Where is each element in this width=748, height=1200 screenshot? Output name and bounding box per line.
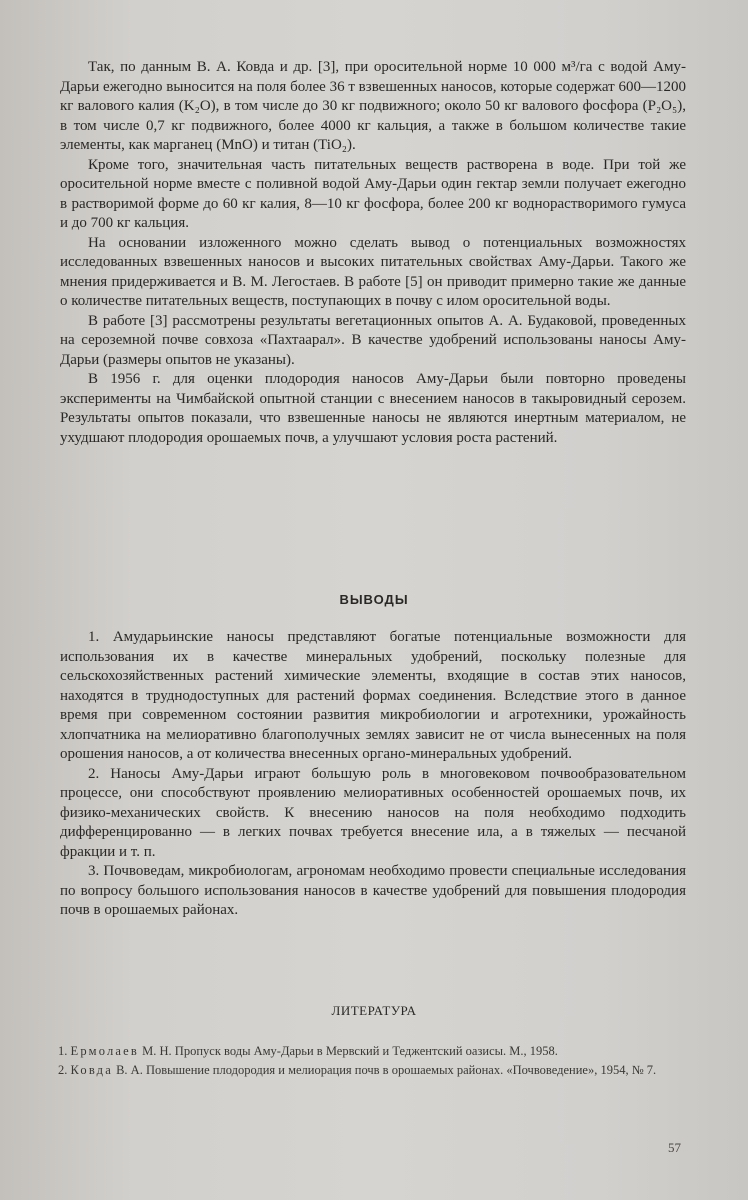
paragraph: На основании изложенного можно сделать вывод о потенциальных возможностях исследованных взвешенных наносов и высоких питательных свойствах Аму-Дарьи. Такого же мнения придерживается и В. М. Легостаев. В работе [5] он приводит примерно такие же данные о количестве питательных веществ, поступающих в почву с илом оросительной воды. (60, 234, 686, 309)
reference-item (50, 1062, 690, 1078)
page-number: 57 (668, 1140, 681, 1155)
reference-number: 1. (58, 1044, 68, 1058)
body-text (60, 58, 686, 448)
reference-item (50, 1043, 690, 1059)
reference-details: В. А. Повышение плодородия и мелиорация почв в орошаемых районах. «Почвоведение», 1954, № 7. (112, 1063, 657, 1077)
conclusion-item: 1. Амударьинские наносы представляют богатые потенциальные возможности для использования их в качестве минеральных удобрений, поскольку полезные для сельскохозяйственных растений химические элементы, входящие в состав этих наносов, находятся в труднодоступных для растений формах соединения. Вследствие этого в данное время при современном состоянии развития микробиологии и агротехники, урожайность хлопчатника на мелиоративно благополучных землях зависит не от числа вынесенных на поля орошения наносов, а от количества внесенных органо-минеральных удобрений. (60, 629, 686, 762)
paragraph: В 1956 г. для оценки плодородия наносов Аму-Дарьи были повторно проведены эксперименты на Чимбайской опытной станции с внесением наносов в такыровидный серозем. Результаты опытов показали, что взвешенные наносы не являются инертным материалом, не ухудшают плодородия орошаемых почв, а улучшают условия роста растений. (60, 371, 686, 446)
reference-author: Ермолаев (70, 1044, 140, 1058)
reference-details: М. Н. Пропуск воды Аму-Дарьи в Мервский и Теджентский оазисы. М., 1958. (139, 1044, 558, 1058)
reference-number: 2. (58, 1063, 68, 1077)
reference-list (50, 1043, 690, 1081)
paragraph: В работе [3] рассмотрены результаты вегетационных опытов А. А. Будаковой, проведенных на сероземной почве совхоза «Пахтаарал». В качестве удобрений использованы наносы Аму-Дарьи (размеры опытов не указаны). (60, 312, 686, 368)
reference-author: Ковда (70, 1063, 113, 1077)
paragraph: Так, по данным В. А. Ковда и др. [3], при оросительной норме 10 000 м³/га с водой Аму-Дарьи ежегодно выносится на поля более 36 т взвешенных наносов, которые содержат 600—1200 кг валового калия (K₂O), в том числе до 30 кг подвижного; около 50 кг валового фосфора (P₂O₅), в том числе 0,7 кг подвижного, более 4000 кг кальция, а также в большом количестве такие элементы, как марганец (MnO) и титан (TiO₂). (60, 59, 686, 153)
conclusions-heading: ВЫВОДЫ (339, 592, 409, 607)
conclusions-list (60, 628, 686, 921)
literature-heading: ЛИТЕРАТУРА (331, 1003, 417, 1018)
paragraph: Кроме того, значительная часть питательных веществ растворена в воде. При той же оросительной норме вместе с поливной водой Аму-Дарьи один гектар земли получает ежегодно в растворимой форме до 60 кг калия, 8—10 кг фосфора, более 200 кг воднорастворимого гумуса и до 700 кг кальция. (60, 156, 686, 231)
conclusion-item: 3. Почвоведам, микробиологам, агрономам необходимо провести специальные исследования по вопросу большого использования наносов в качестве удобрений для повышения плодородия почв в орошаемых районах. (60, 863, 686, 918)
conclusion-item: 2. Наносы Аму-Дарьи играют большую роль в многовековом почвообразовательном процессе, они способствуют проявлению мелиоративных особенностей орошаемых почв, их физико-механических свойств. К внесению наносов на поля необходимо подходить дифференцированно — в легких почвах требуется внесение ила, а в тяжелых — песчаной фракции и т. п. (60, 765, 686, 860)
